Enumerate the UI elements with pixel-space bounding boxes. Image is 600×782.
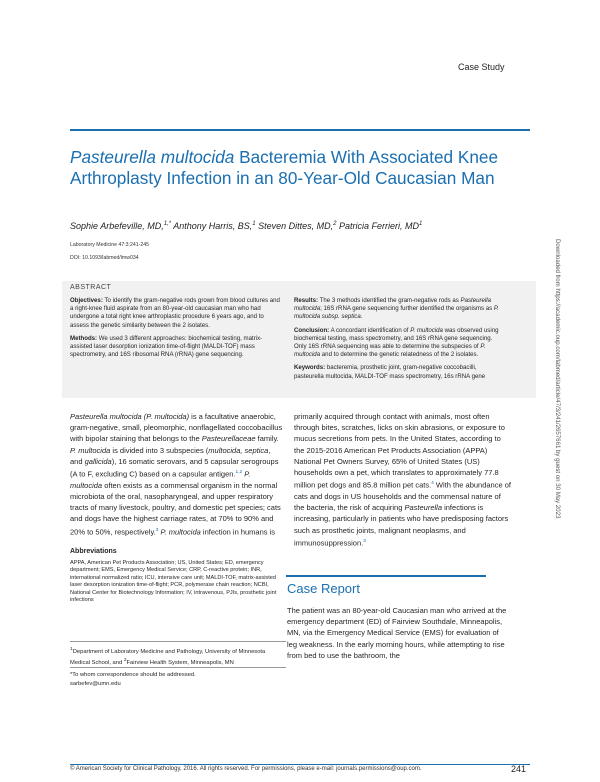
abstract-methods (70, 335, 280, 360)
page-number: 241 (511, 764, 527, 774)
intro-paragraph (70, 411, 284, 537)
abstract-conclusion (294, 327, 506, 360)
body-text: infections is increasing, particularly in patients who have predisposing factors such as prosthetic joints, malignant neoplasms, and immunosuppression. (294, 503, 509, 548)
author-name: Steven Dittes, MD, (255, 221, 334, 231)
family-name: Pasteurellaceae (201, 434, 256, 444)
keywords-label: Keywords: (294, 364, 326, 372)
reference-link[interactable]: 4 (431, 481, 434, 487)
correspondence-email[interactable]: sarbefev@umn.edu (70, 681, 121, 687)
affiliations (70, 646, 286, 667)
affil-marker: 2 (123, 657, 127, 663)
journal-citation: Laboratory Medicine 47:3:241-245 (70, 242, 150, 248)
header-rule (70, 129, 530, 131)
subspecies-name: multocida, septica (208, 445, 269, 455)
species-name: Pasteurella multocida (P. multocida) (70, 412, 190, 421)
body-text: is a facultative anaerobic, gram-negative, small, pleomorphic, nonflagellated coccobacillus with bipolar staining that belongs to the (70, 412, 283, 444)
body-text: ), 16 somatic serovars, and 5 capsular serogroups (A to F, excluding C) based on a capsular antigen. (70, 456, 279, 479)
article-title (70, 147, 540, 189)
keywords-text: bacteremia, prosthetic joint, gram-negative coccobacilli, pasteurella multocida, MALDI-TOF mass spectrometry, 16s rRNA gene (294, 364, 486, 380)
reference-link[interactable]: 3 (363, 538, 366, 544)
reference-link[interactable]: 1,2 (235, 470, 243, 476)
abstract-heading: ABSTRACT (70, 284, 112, 291)
body-text: infection in humans is (200, 527, 276, 537)
conclusion-italic: P. multocida (410, 326, 443, 334)
affiliations-divider (70, 641, 286, 642)
body-text: often exists as a commensal organism in the normal microbiota of the oral, nasopharyngeal, and upper respiratory tracts of many livestock, poultry, and domestic pet species; cats and dogs have the highest carriage rates, at 70% to 90% and 20% to 50%, respectively. (70, 480, 281, 537)
methods-text: We used 3 different approaches: biochemical testing, matrix-assisted laser desorption ionization time-of-flight (MALDI-TOF) mass spectrometry, and 16S ribosomal RNA (rRNA) gene sequencing. (70, 334, 263, 359)
doi-link[interactable]: DOI: 10.1093/labmed/lmw034 (70, 255, 139, 261)
case-report-paragraph: The patient was an 80-year-old Caucasian man who arrived at the emergency department (ED) of Fairview Southdale, Minneapolis, MN, via the Emergency Medical Service (EMS) for evaluation of leg weakness. In the early morning hours, while attempting to rise from bed to use the bathroom, the (287, 606, 507, 660)
body-text: is divided into 3 subspecies ( (110, 445, 209, 455)
abstract-keywords (294, 364, 506, 380)
abstract-right-column (294, 297, 506, 386)
case-report-rule (286, 575, 486, 577)
conclusion-text: was observed using biochemical testing, mass spectrometry, and 16S rRNA gene sequencing. Only 16S rRNA sequencing was able to determine the subspecies of (294, 326, 499, 351)
author-name: Anthony Harris, BS, (171, 221, 253, 231)
conclusion-text: A concordant identification of (329, 326, 411, 334)
case-report-heading: Case Report (287, 581, 360, 596)
author-affil: 1 (419, 221, 423, 227)
body-text: , and (70, 445, 271, 466)
conclusion-label: Conclusion: (294, 326, 330, 334)
objectives-text: To identify the gram-negative rods grown from blood cultures and a right-knee fluid aspirate from an 80-year-old caucasian man who had undergone a total right knee arthroplastic procedure 6 years ago, and to assess the genetic similarity between the 2 isolates. (70, 297, 280, 329)
correspondence-note: *To whom correspondence should be addressed. (70, 672, 196, 678)
results-text: ; 16S rRNA gene sequencing further identified the organisms as (320, 305, 494, 313)
results-label: Results: (294, 297, 319, 304)
body-text: With the abundance of cats and dogs in US households and the commensal nature of the bacteria, the risk of acquiring (294, 480, 511, 513)
title-rest: Bacteremia With Associated Knee Arthroplasty Infection in an 80-Year-Old Caucasian Man (70, 147, 498, 188)
results-text: The 3 methods identified the gram-negative rods as (318, 297, 461, 304)
species-name: P. multocida (70, 445, 111, 455)
author-affil: 2 (333, 221, 337, 227)
author-list (70, 221, 422, 231)
section-label: Case Study (458, 62, 505, 72)
copyright-notice: © American Society for Clinical Pathology, 2016. All rights reserved. For permissions, please e-mail: journals.permissions@oup.com. (70, 766, 422, 772)
abstract-left-column (70, 297, 280, 364)
abstract-results (294, 297, 506, 322)
abbreviations-text: APPA, American Pet Products Association; US, United States; ED, emergency department; EMS, Emergency Medical Service; CRP, C-reactive protein; INR, international normalized ratio; ICU, intensive care unit; MALDI-TOF, matrix-assisted laser desorption ionization time-of-flight; PCR, polymerase chain reaction; NCBI, National Center for Biotechnology Information; IV, intravenous, PJIs, prosthetic joint infections (70, 560, 277, 604)
author-affil: 1 (252, 221, 256, 227)
correspondence-divider (70, 667, 286, 668)
body-text: family. (255, 434, 279, 444)
conclusion-text: and to determine the genetic relatedness of the 2 isolates. (320, 351, 479, 359)
results-italic: Pasteurella multocida (294, 297, 492, 313)
abbreviations-heading: Abbreviations (70, 548, 117, 555)
methods-label: Methods: (70, 334, 98, 342)
case-report-text (287, 605, 509, 661)
author-affil: 1,* (163, 221, 172, 227)
affiliation-text: Department of Laboratory Medicine and Pathology, University of Minnesota Medical School, and (70, 648, 266, 666)
affil-marker: 1 (70, 647, 73, 652)
author-name: Sophie Arbefeville, MD, (70, 221, 164, 231)
conclusion-italic: P. multocida (294, 343, 486, 359)
species-name: P. multocida (70, 469, 251, 490)
title-italic: Pasteurella multocida (70, 147, 235, 167)
results-italic: P. multocida subsp. septica (294, 305, 499, 321)
objectives-label: Objectives: (70, 297, 103, 304)
species-name: P. multocida (158, 527, 201, 537)
affiliation-text: Fairview Health System, Minneapolis, MN (126, 659, 234, 666)
genus-name: Pasteurella (404, 503, 443, 513)
footer-rule (70, 764, 530, 765)
reference-link[interactable]: 3 (155, 527, 159, 533)
body-left-column (70, 411, 284, 537)
abstract-objectives (70, 297, 280, 330)
subspecies-name: gallicida (84, 456, 112, 466)
author-name: Patricia Ferrieri, MD (336, 221, 419, 231)
results-text: . (360, 313, 363, 321)
download-watermark: Downloaded from https://academic.oup.com/labmed/article/47/3/241/2657661 by guest on 30 May 2023 (554, 239, 561, 519)
body-text: primarily acquired through contact with animals, most often through bites, scratches, licks on skin abrasions, or exposure to mucus secretions from pets. In the United States, according to the 2015-2016 American Pet Products Association (APPA) National Pet Owners Survey, 65% of United States (US) households own a pet, which translates to approximately 77.8 million pet dogs and 85.8 million pet cats. (294, 412, 505, 490)
body-right-column (294, 411, 512, 548)
intro-paragraph-continued (294, 411, 512, 548)
